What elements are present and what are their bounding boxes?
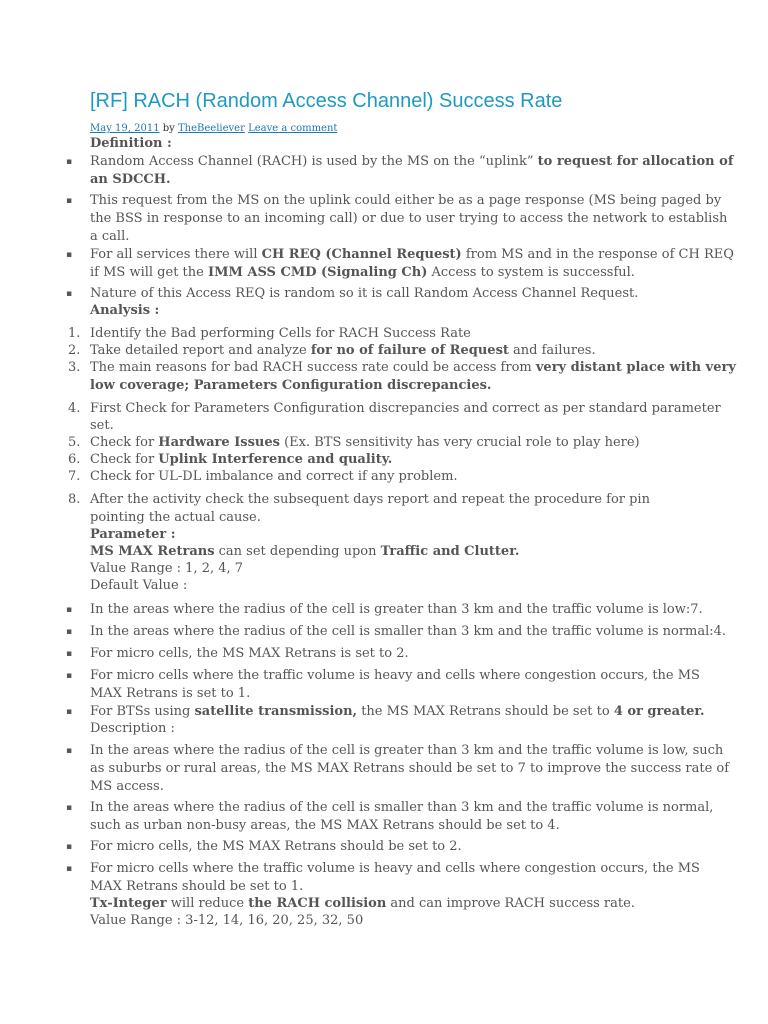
analysis-item-3-line-2: low coverage; Parameters Configuration discrepancies. — [90, 378, 492, 393]
bullet-icon: ▪ — [66, 250, 73, 260]
analysis-item-7: Check for UL-DL imbalance and correct if any problem. — [90, 469, 458, 484]
desc-bullet-2-line-2: such as urban non-busy areas, the MS MAX Retrans should be set to 4. — [90, 818, 560, 833]
definition-heading: Definition : — [90, 136, 172, 151]
list-number: 4. — [68, 401, 81, 416]
analysis-item-1: Identify the Bad performing Cells for RACH Success Rate — [90, 326, 471, 341]
bullet-icon: ▪ — [66, 746, 73, 756]
desc-bullet-1-line-1: In the areas where the radius of the cell is greater than 3 km and the traffic volume is low, such — [90, 743, 724, 758]
list-number: 2. — [68, 343, 81, 358]
default-bullet-5: For BTSs using satellite transmission, the MS MAX Retrans should be set to 4 or greater. — [90, 704, 705, 719]
analysis-item-6: Check for Uplink Interference and quality. — [90, 452, 393, 467]
tx-value-range: Value Range : 3-12, 14, 16, 20, 25, 32, 50 — [90, 913, 364, 928]
list-number: 5. — [68, 435, 81, 450]
bullet-icon: ▪ — [66, 864, 73, 874]
tx-integer-line: Tx-Integer will reduce the RACH collision and can improve RACH success rate. — [90, 896, 635, 911]
def-bullet-2-line-3: a call. — [90, 229, 130, 244]
desc-bullet-3: For micro cells, the MS MAX Retrans should be set to 2. — [90, 839, 462, 854]
bullet-icon: ▪ — [66, 157, 73, 167]
def-bullet-1-line-1: Random Access Channel (RACH) is used by the MS on the “uplink” to request for allocation of — [90, 154, 734, 169]
description-heading: Description : — [90, 721, 175, 736]
bullet-icon: ▪ — [66, 671, 73, 681]
def-bullet-1-line-2: an SDCCH. — [90, 172, 171, 187]
leave-comment-link[interactable]: Leave a comment — [248, 123, 338, 134]
bullet-icon: ▪ — [66, 842, 73, 852]
default-value-heading: Default Value : — [90, 578, 188, 593]
default-bullet-4-line-1: For micro cells where the traffic volume is heavy and cells where congestion occurs, the MS — [90, 668, 700, 683]
list-number: 1. — [68, 326, 81, 341]
post-date-link[interactable]: May 19, 2011 — [90, 123, 160, 134]
post-meta — [90, 123, 337, 134]
default-bullet-1: In the areas where the radius of the cell is greater than 3 km and the traffic volume is low:7. — [90, 602, 703, 617]
article-title: [RF] RACH (Random Access Channel) Success Rate — [90, 90, 563, 112]
analysis-item-5: Check for Hardware Issues (Ex. BTS sensitivity has very crucial role to play here) — [90, 435, 640, 450]
analysis-heading: Analysis : — [90, 303, 160, 318]
default-bullet-2: In the areas where the radius of the cell is smaller than 3 km and the traffic volume is normal:4. — [90, 624, 727, 639]
desc-bullet-1-line-3: MS access. — [90, 779, 164, 794]
analysis-item-2: Take detailed report and analyze for no of failure of Request and failures. — [90, 343, 596, 358]
by-label: by — [162, 123, 175, 134]
def-bullet-2-line-2: the BSS in response to an incoming call) or due to user trying to access the network to establish — [90, 211, 728, 226]
def-bullet-4-line-1: Nature of this Access REQ is random so it is call Random Access Channel Request. — [90, 286, 639, 301]
list-number: 7. — [68, 469, 81, 484]
def-bullet-3-line-2: if MS will get the IMM ASS CMD (Signaling Ch) Access to system is successful. — [90, 265, 635, 280]
desc-bullet-1-line-2: as suburbs or rural areas, the MS MAX Retrans should be set to 7 to improve the success rate of — [90, 761, 730, 776]
bullet-icon: ▪ — [66, 803, 73, 813]
desc-bullet-2-line-1: In the areas where the radius of the cell is smaller than 3 km and the traffic volume is normal, — [90, 800, 714, 815]
parameter-heading: Parameter : — [90, 527, 176, 542]
desc-bullet-4-line-1: For micro cells where the traffic volume is heavy and cells where congestion occurs, the MS — [90, 861, 700, 876]
bullet-icon: ▪ — [66, 289, 73, 299]
analysis-item-4-line-2: set. — [90, 418, 114, 433]
parameter-line-1: MS MAX Retrans can set depending upon Traffic and Clutter. — [90, 544, 520, 559]
analysis-item-8-line-2: pointing the actual cause. — [90, 510, 261, 525]
analysis-item-8-line-1: After the activity check the subsequent days report and repeat the procedure for pin — [90, 492, 650, 507]
value-range: Value Range : 1, 2, 4, 7 — [90, 561, 244, 576]
bullet-icon: ▪ — [66, 649, 73, 659]
list-number: 6. — [68, 452, 81, 467]
list-number: 8. — [68, 492, 81, 507]
default-bullet-4-line-2: MAX Retrans is set to 1. — [90, 686, 251, 701]
analysis-item-3-line-1: The main reasons for bad RACH success rate could be access from very distant place with very — [90, 360, 736, 375]
analysis-item-4-line-1: First Check for Parameters Configuration discrepancies and correct as per standard parameter — [90, 401, 721, 416]
desc-bullet-4-line-2: MAX Retrans should be set to 1. — [90, 879, 304, 894]
bullet-icon: ▪ — [66, 196, 73, 206]
def-bullet-2-line-1: This request from the MS on the uplink could either be as a page response (MS being paged by — [90, 193, 722, 208]
bullet-icon: ▪ — [66, 605, 73, 615]
default-bullet-3: For micro cells, the MS MAX Retrans is set to 2. — [90, 646, 409, 661]
bullet-icon: ▪ — [66, 707, 73, 717]
def-bullet-3-line-1: For all services there will CH REQ (Channel Request) from MS and in the response of CH REQ — [90, 247, 734, 262]
list-number: 3. — [68, 360, 81, 375]
bullet-icon: ▪ — [66, 627, 73, 637]
author-link[interactable]: TheBeeliever — [178, 123, 245, 134]
